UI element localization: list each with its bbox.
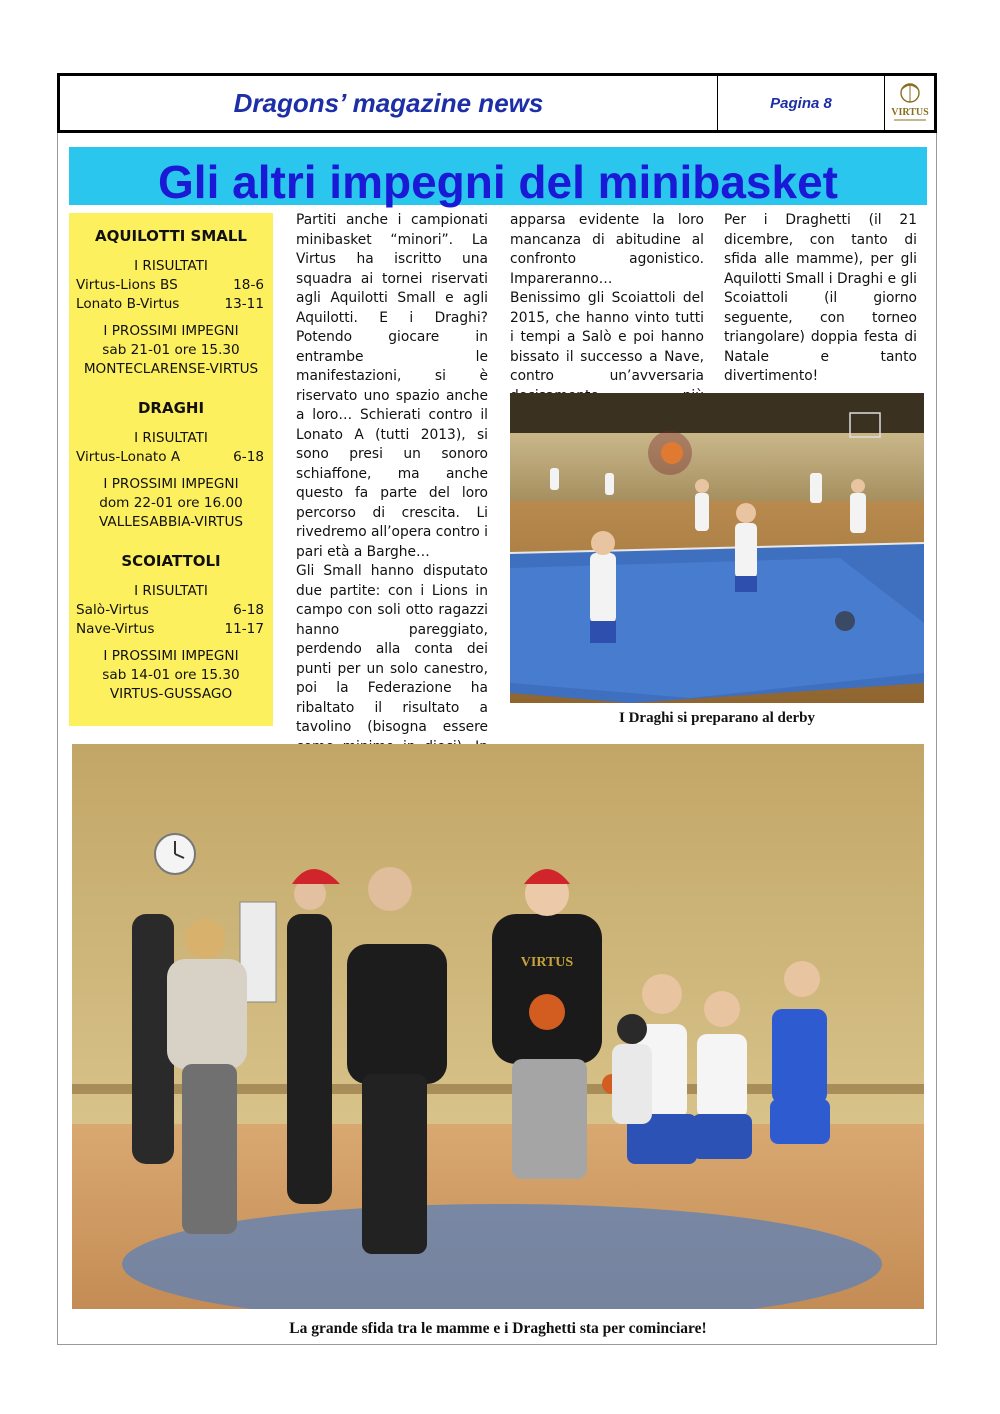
result-score: 18-6 — [233, 277, 264, 293]
photo-caption-1: I Draghi si preparano al derby — [619, 710, 815, 726]
result-match: Salò-Virtus — [76, 602, 149, 618]
photo-caption-2: La grande sfida tra le mamme e i Draghetti sta per cominciare! — [289, 1320, 707, 1337]
next-match: MONTECLARENSE-VIRTUS — [83, 361, 259, 377]
article-column-1 — [296, 211, 488, 796]
result-match: Lonato B-Virtus — [76, 296, 180, 312]
results-label: I RISULTATI — [134, 258, 208, 274]
next-label: I PROSSIMI IMPEGNI — [103, 648, 239, 664]
result-row — [76, 448, 266, 467]
magazine-title: Dragons’ magazine news — [233, 87, 544, 118]
next-label: I PROSSIMI IMPEGNI — [103, 476, 239, 492]
category-title: SCOIATTOLI — [121, 552, 221, 570]
section-title: Gli altri impegni del minibasket — [158, 156, 838, 208]
result-score: 11-17 — [224, 621, 264, 637]
results-sidebar — [69, 213, 273, 726]
result-row — [76, 601, 266, 620]
page-number: Pagina 8 — [770, 94, 832, 112]
result-match: Virtus-Lions BS — [76, 277, 178, 293]
article-paragraph: Per i Draghetti (il 21 dicembre, con tanto di sfida alle mamme), per gli Aquilotti Small i Draghi e gli Scoiattoli (il giorno seguente, con torneo triangolare) doppia festa di Natale e tanto divertimento! — [724, 212, 917, 384]
article-paragraph: Benissimo gli Scoiattoli del 2015, che hanno vinto tutti i tempi a Salò e poi hanno bissato il successo a Nave, contro un’avversaria — [510, 290, 704, 384]
result-row — [76, 295, 266, 314]
next-label: I PROSSIMI IMPEGNI — [103, 323, 239, 339]
header — [57, 73, 937, 133]
result-row — [76, 620, 266, 639]
next-date: dom 22-01 ore 16.00 — [99, 495, 243, 511]
next-date: sab 14-01 ore 15.30 — [102, 667, 240, 683]
category-title: AQUILOTTI SMALL — [95, 227, 247, 245]
result-score: 13-11 — [224, 296, 264, 312]
result-score: 6-18 — [233, 602, 264, 618]
next-match: VALLESABBIA-VIRTUS — [98, 514, 244, 530]
result-match: Virtus-Lonato A — [76, 449, 181, 465]
result-row — [76, 276, 266, 295]
article-paragraph: apparsa evidente la loro mancanza di abitudine al confronto agonistico. Impareranno… — [510, 212, 704, 287]
jersey-text: VIRTUS — [520, 955, 574, 970]
virtus-logo-icon — [888, 79, 932, 127]
magazine-title-cell — [60, 76, 718, 130]
results-label: I RISULTATI — [134, 583, 208, 599]
article-paragraph: Gli Small hanno disputato due partite: con i Lions in campo con soli otto ragazzi hanno pareggiato, perdendo alla conta dei punti per un solo canestro, poi la Federazione ha ribaltato il risultato a tavolino (bisogna essere — [296, 563, 488, 735]
result-score: 6-18 — [233, 449, 264, 465]
next-match: VIRTUS-GUSSAGO — [109, 686, 233, 702]
article-paragraph: Partiti anche i campionati minibasket “minori”. La Virtus ha iscritto una squadra ai tornei riservati agli Aquilotti Small e agli Aquilotti. E i Draghi? Potendo giocare in entrambe le manifestazioni, si è riservato uno spazio anche a loro… Schierati contro il Lonato A (tutti 2013), si sono presi un sonoro schiaffone, ma anche questo fa parte del loro percorso di crescita. Li rivedremo all’opera contro i pari età a Barghe… — [296, 212, 488, 560]
next-date: sab 21-01 ore 15.30 — [102, 342, 240, 358]
article-column-3 — [724, 211, 917, 387]
gym-photo-illustration — [510, 393, 924, 703]
results-label: I RISULTATI — [134, 430, 208, 446]
result-match: Nave-Virtus — [76, 621, 155, 637]
logo-text: VIRTUS — [890, 107, 929, 118]
photo-mamme-draghetti — [72, 744, 924, 1309]
photo-draghi-derby — [510, 393, 924, 703]
section-banner — [69, 147, 927, 208]
page-number-cell — [718, 76, 885, 130]
category-title: DRAGHI — [137, 399, 205, 417]
gym-photo-illustration-2 — [72, 744, 924, 1309]
virtus-logo — [885, 76, 934, 130]
